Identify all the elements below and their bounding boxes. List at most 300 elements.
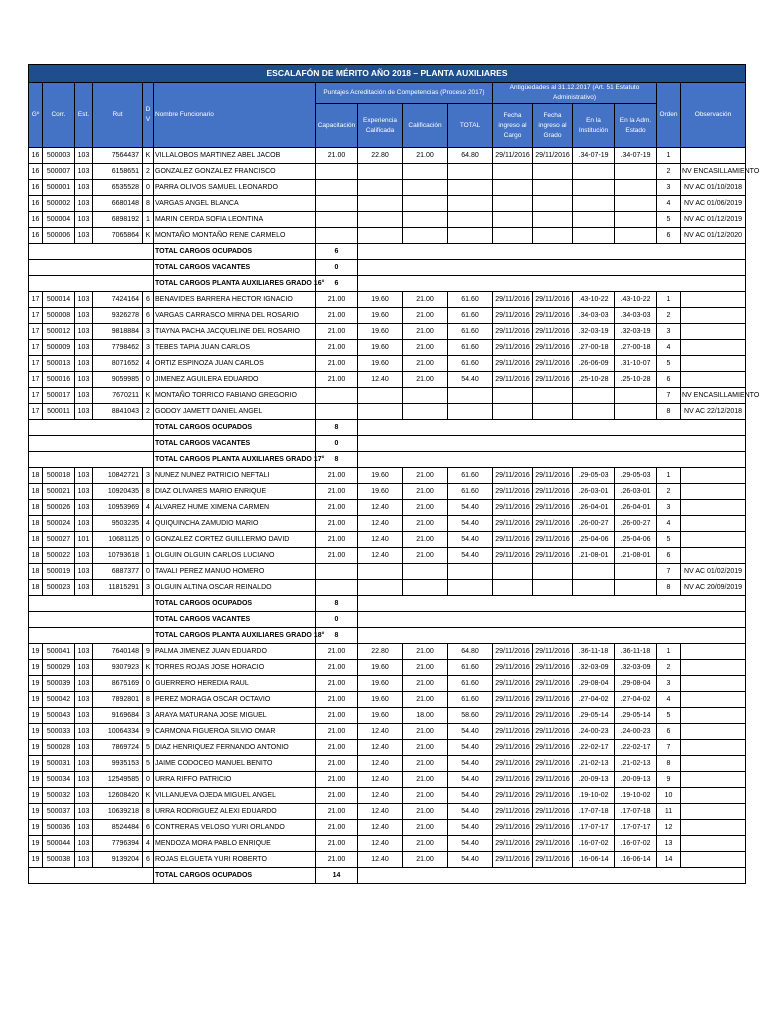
header-fecha-grado: Fecha ingreso al Grado [533, 104, 573, 148]
dv-cell: 3 [143, 708, 154, 724]
est-cell: 103 [75, 852, 93, 868]
corr-cell: 500042 [43, 692, 75, 708]
calificacion-cell: 21.00 [403, 692, 448, 708]
est-cell: 103 [75, 692, 93, 708]
est-cell: 103 [75, 340, 93, 356]
nombre-cell: DIAZ HENRIQUEZ FERNANDO ANTONIO [154, 740, 316, 756]
nombre-cell: MENDOZA MORA PABLO ENRIQUE [154, 836, 316, 852]
calificacion-cell: 21.00 [403, 148, 448, 164]
observacion-cell: NV ENCASILLAMIENTO [681, 164, 746, 180]
experiencia-cell: 12.40 [358, 500, 403, 516]
fecha-cargo-cell: 29/11/2016 [493, 644, 533, 660]
dv-cell: 6 [143, 820, 154, 836]
experiencia-cell: 12.40 [358, 532, 403, 548]
observacion-cell [681, 708, 746, 724]
table-row [29, 836, 746, 852]
est-cell: 103 [75, 484, 93, 500]
summary-label: TOTAL CARGOS OCUPADOS [154, 244, 316, 260]
adm-estado-cell [615, 228, 657, 244]
summary-value: 8 [316, 420, 358, 436]
est-cell: 103 [75, 180, 93, 196]
experiencia-cell: 12.40 [358, 516, 403, 532]
grado-cell: 16 [29, 212, 43, 228]
grado-cell: 19 [29, 676, 43, 692]
nombre-cell: DIAZ OLIVARES MARIO ENRIQUE [154, 484, 316, 500]
fecha-grado-cell [533, 164, 573, 180]
adm-estado-cell: .16-07-02 [615, 836, 657, 852]
header-rut: Rut [93, 83, 143, 148]
adm-estado-cell [615, 388, 657, 404]
capacitacion-cell: 21.00 [316, 756, 358, 772]
fecha-grado-cell [533, 180, 573, 196]
corr-cell: 500016 [43, 372, 75, 388]
observacion-cell [681, 516, 746, 532]
est-cell: 103 [75, 212, 93, 228]
adm-estado-cell [615, 580, 657, 596]
corr-cell: 500014 [43, 292, 75, 308]
calificacion-cell [403, 388, 448, 404]
total-cell: 64.80 [448, 148, 493, 164]
institucion-cell: .34-03-03 [573, 308, 615, 324]
dv-cell: 6 [143, 308, 154, 324]
corr-cell: 500041 [43, 644, 75, 660]
dv-cell: 5 [143, 756, 154, 772]
total-cell: 54.40 [448, 788, 493, 804]
fecha-cargo-cell: 29/11/2016 [493, 772, 533, 788]
calificacion-cell: 21.00 [403, 548, 448, 564]
rut-cell: 7424164 [93, 292, 143, 308]
fecha-grado-cell: 29/11/2016 [533, 676, 573, 692]
summary-row [29, 596, 746, 612]
observacion-cell [681, 836, 746, 852]
nombre-cell: ROJAS ELGUETA YURI ROBERTO [154, 852, 316, 868]
adm-estado-cell: .29-08-04 [615, 676, 657, 692]
nombre-cell: OLGUIN ALTINA OSCAR REINALDO [154, 580, 316, 596]
capacitacion-cell: 21.00 [316, 308, 358, 324]
corr-cell: 500022 [43, 548, 75, 564]
institucion-cell: .29-05-03 [573, 468, 615, 484]
nombre-cell: MONTAÑO MONTAÑO RENE CARMELO [154, 228, 316, 244]
corr-cell: 500033 [43, 724, 75, 740]
summary-row [29, 260, 746, 276]
institucion-cell [573, 564, 615, 580]
summary-fill [358, 612, 746, 628]
est-cell: 103 [75, 500, 93, 516]
orden-cell: 2 [657, 660, 681, 676]
experiencia-cell: 12.40 [358, 724, 403, 740]
corr-cell: 500021 [43, 484, 75, 500]
fecha-grado-cell: 29/11/2016 [533, 324, 573, 340]
institucion-cell: .26-00-27 [573, 516, 615, 532]
calificacion-cell: 21.00 [403, 804, 448, 820]
summary-row [29, 276, 746, 292]
rut-cell: 10842721 [93, 468, 143, 484]
orden-cell: 4 [657, 340, 681, 356]
orden-cell: 6 [657, 228, 681, 244]
calificacion-cell: 21.00 [403, 516, 448, 532]
total-cell: 54.40 [448, 724, 493, 740]
calificacion-cell: 21.00 [403, 820, 448, 836]
corr-cell: 500008 [43, 308, 75, 324]
orden-cell: 1 [657, 148, 681, 164]
experiencia-cell [358, 404, 403, 420]
summary-row [29, 420, 746, 436]
institucion-cell [573, 164, 615, 180]
summary-spacer [29, 452, 154, 468]
rut-cell: 7892801 [93, 692, 143, 708]
dv-cell: 0 [143, 676, 154, 692]
experiencia-cell: 19.60 [358, 340, 403, 356]
table-row [29, 356, 746, 372]
grado-cell: 17 [29, 388, 43, 404]
observacion-cell [681, 788, 746, 804]
corr-cell: 500018 [43, 468, 75, 484]
adm-estado-cell: .17-07-18 [615, 804, 657, 820]
adm-estado-cell: .17-07-17 [615, 820, 657, 836]
summary-spacer [29, 436, 154, 452]
rut-cell: 6887377 [93, 564, 143, 580]
total-cell [448, 228, 493, 244]
institucion-cell: .20-09-13 [573, 772, 615, 788]
grado-cell: 16 [29, 228, 43, 244]
table-row [29, 548, 746, 564]
calificacion-cell: 21.00 [403, 836, 448, 852]
observacion-cell [681, 292, 746, 308]
summary-label: TOTAL CARGOS PLANTA AUXILIARES GRADO 16° [154, 276, 316, 292]
fecha-cargo-cell: 29/11/2016 [493, 660, 533, 676]
summary-row [29, 868, 746, 884]
capacitacion-cell: 21.00 [316, 788, 358, 804]
fecha-grado-cell [533, 228, 573, 244]
table-row [29, 644, 746, 660]
grado-cell: 19 [29, 708, 43, 724]
total-cell: 54.40 [448, 836, 493, 852]
nombre-cell: MARIN CERDA SOFIA LEONTINA [154, 212, 316, 228]
est-cell: 103 [75, 324, 93, 340]
summary-fill [358, 436, 746, 452]
rut-cell: 6898192 [93, 212, 143, 228]
total-cell: 54.40 [448, 548, 493, 564]
fecha-grado-cell: 29/11/2016 [533, 644, 573, 660]
corr-cell: 500024 [43, 516, 75, 532]
adm-estado-cell [615, 564, 657, 580]
experiencia-cell: 12.40 [358, 756, 403, 772]
total-cell: 54.40 [448, 804, 493, 820]
experiencia-cell [358, 388, 403, 404]
calificacion-cell: 21.00 [403, 484, 448, 500]
institucion-cell: .16-07-02 [573, 836, 615, 852]
fecha-cargo-cell: 29/11/2016 [493, 724, 533, 740]
orden-cell: 7 [657, 388, 681, 404]
header-capacitacion: Capacitación [316, 104, 358, 148]
experiencia-cell: 12.40 [358, 804, 403, 820]
rut-cell: 8071652 [93, 356, 143, 372]
experiencia-cell: 19.60 [358, 692, 403, 708]
table-body [29, 148, 760, 884]
institucion-cell: .26-06-09 [573, 356, 615, 372]
experiencia-cell: 19.60 [358, 356, 403, 372]
dv-cell: 2 [143, 404, 154, 420]
nombre-cell: VARGAS CARRASCO MIRNA DEL ROSARIO [154, 308, 316, 324]
grado-cell: 17 [29, 324, 43, 340]
adm-estado-cell [615, 212, 657, 228]
rut-cell: 12549585 [93, 772, 143, 788]
experiencia-cell: 12.40 [358, 820, 403, 836]
total-cell: 61.60 [448, 692, 493, 708]
fecha-grado-cell: 29/11/2016 [533, 356, 573, 372]
institucion-cell: .32-03-19 [573, 324, 615, 340]
grado-cell: 18 [29, 564, 43, 580]
institucion-cell [573, 228, 615, 244]
rut-cell: 8524484 [93, 820, 143, 836]
observacion-cell: NV AC 01/12/2019 [681, 212, 746, 228]
observacion-cell [681, 356, 746, 372]
table-row [29, 852, 746, 868]
calificacion-cell [403, 404, 448, 420]
institucion-cell [573, 180, 615, 196]
fecha-grado-cell: 29/11/2016 [533, 308, 573, 324]
nombre-cell: JAIME CODOCEO MANUEL BENITO [154, 756, 316, 772]
grado-cell: 17 [29, 340, 43, 356]
orden-cell: 10 [657, 788, 681, 804]
experiencia-cell: 12.40 [358, 740, 403, 756]
institucion-cell: .24-00-23 [573, 724, 615, 740]
table-row [29, 804, 746, 820]
dv-cell: K [143, 148, 154, 164]
calificacion-cell: 21.00 [403, 292, 448, 308]
table-row [29, 148, 746, 164]
experiencia-cell [358, 228, 403, 244]
calificacion-cell: 21.00 [403, 356, 448, 372]
header-fecha-cargo: Fecha ingreso al Cargo [493, 104, 533, 148]
orden-cell: 2 [657, 164, 681, 180]
fecha-grado-cell [533, 388, 573, 404]
orden-cell: 5 [657, 356, 681, 372]
capacitacion-cell: 21.00 [316, 292, 358, 308]
table-row [29, 532, 746, 548]
nombre-cell: TIAYNA PACHA JACQUELINE DEL ROSARIO [154, 324, 316, 340]
orden-cell: 7 [657, 740, 681, 756]
total-cell [448, 580, 493, 596]
dv-cell: K [143, 788, 154, 804]
total-cell [448, 212, 493, 228]
total-cell: 54.40 [448, 756, 493, 772]
dv-cell: 0 [143, 180, 154, 196]
rut-cell: 10953969 [93, 500, 143, 516]
corr-cell: 500006 [43, 228, 75, 244]
total-cell: 61.60 [448, 484, 493, 500]
rut-cell: 9307923 [93, 660, 143, 676]
experiencia-cell: 12.40 [358, 852, 403, 868]
fecha-grado-cell: 29/11/2016 [533, 820, 573, 836]
fecha-cargo-cell: 29/11/2016 [493, 340, 533, 356]
grado-cell: 19 [29, 772, 43, 788]
adm-estado-cell: .21-08-01 [615, 548, 657, 564]
calificacion-cell: 21.00 [403, 308, 448, 324]
rut-cell: 9935153 [93, 756, 143, 772]
nombre-cell: TORRES ROJAS JOSE HORACIO [154, 660, 316, 676]
adm-estado-cell: .34-07-19 [615, 148, 657, 164]
table-row [29, 212, 746, 228]
capacitacion-cell: 21.00 [316, 500, 358, 516]
capacitacion-cell: 21.00 [316, 836, 358, 852]
capacitacion-cell: 21.00 [316, 148, 358, 164]
nombre-cell: GODOY JAMETT DANIEL ANGEL [154, 404, 316, 420]
experiencia-cell [358, 196, 403, 212]
header-corr: Corr. [43, 83, 75, 148]
summary-value: 0 [316, 436, 358, 452]
fecha-grado-cell: 29/11/2016 [533, 724, 573, 740]
summary-label: TOTAL CARGOS VACANTES [154, 436, 316, 452]
observacion-cell [681, 676, 746, 692]
orden-cell: 5 [657, 532, 681, 548]
summary-fill [358, 244, 746, 260]
observacion-cell [681, 324, 746, 340]
calificacion-cell: 21.00 [403, 724, 448, 740]
experiencia-cell: 19.60 [358, 292, 403, 308]
observacion-cell [681, 340, 746, 356]
dv-cell: 5 [143, 740, 154, 756]
summary-label: TOTAL CARGOS PLANTA AUXILIARES GRADO 18° [154, 628, 316, 644]
experiencia-cell: 22.80 [358, 148, 403, 164]
experiencia-cell: 12.40 [358, 772, 403, 788]
calificacion-cell: 21.00 [403, 772, 448, 788]
est-cell: 103 [75, 308, 93, 324]
header-adm-estado: En la Adm. Estado [615, 104, 657, 148]
est-cell: 103 [75, 404, 93, 420]
orden-cell: 5 [657, 708, 681, 724]
nombre-cell: VARGAS ANGEL BLANCA [154, 196, 316, 212]
adm-estado-cell: .26-03-01 [615, 484, 657, 500]
fecha-grado-cell: 29/11/2016 [533, 852, 573, 868]
capacitacion-cell: 21.00 [316, 324, 358, 340]
table-row [29, 676, 746, 692]
calificacion-cell: 21.00 [403, 740, 448, 756]
orden-cell: 4 [657, 692, 681, 708]
dv-cell: 8 [143, 692, 154, 708]
fecha-cargo-cell [493, 180, 533, 196]
fecha-cargo-cell: 29/11/2016 [493, 484, 533, 500]
orden-cell: 6 [657, 724, 681, 740]
summary-value: 8 [316, 628, 358, 644]
institucion-cell: .21-08-01 [573, 548, 615, 564]
rut-cell: 7640148 [93, 644, 143, 660]
rut-cell: 12608420 [93, 788, 143, 804]
capacitacion-cell: 21.00 [316, 676, 358, 692]
observacion-cell [681, 308, 746, 324]
total-cell: 54.40 [448, 532, 493, 548]
fecha-grado-cell: 29/11/2016 [533, 372, 573, 388]
fecha-cargo-cell: 29/11/2016 [493, 852, 533, 868]
fecha-cargo-cell [493, 564, 533, 580]
observacion-cell: NV ENCASILLAMIENTO [681, 388, 746, 404]
observacion-cell [681, 852, 746, 868]
calificacion-cell: 21.00 [403, 532, 448, 548]
dv-cell: 1 [143, 548, 154, 564]
nombre-cell: PALMA JIMENEZ JUAN EDUARDO [154, 644, 316, 660]
fecha-grado-cell: 29/11/2016 [533, 468, 573, 484]
observacion-cell: NV AC 01/02/2019 [681, 564, 746, 580]
grado-cell: 16 [29, 148, 43, 164]
summary-value: 14 [316, 868, 358, 884]
institucion-cell: .29-05-14 [573, 708, 615, 724]
est-cell: 103 [75, 804, 93, 820]
header-total: TOTAL [448, 104, 493, 148]
institucion-cell: .26-04-01 [573, 500, 615, 516]
total-cell: 54.40 [448, 740, 493, 756]
dv-cell: 8 [143, 484, 154, 500]
est-cell: 103 [75, 356, 93, 372]
dv-cell: 3 [143, 324, 154, 340]
institucion-cell: .27-00-18 [573, 340, 615, 356]
table-row [29, 788, 746, 804]
fecha-grado-cell: 29/11/2016 [533, 756, 573, 772]
rut-cell: 10793618 [93, 548, 143, 564]
summary-spacer [29, 596, 154, 612]
experiencia-cell: 19.60 [358, 324, 403, 340]
dv-cell: 0 [143, 532, 154, 548]
est-cell: 103 [75, 772, 93, 788]
calificacion-cell [403, 580, 448, 596]
table-row [29, 516, 746, 532]
capacitacion-cell [316, 564, 358, 580]
fecha-grado-cell: 29/11/2016 [533, 340, 573, 356]
table-row [29, 500, 746, 516]
header-institucion: En la Institución [573, 104, 615, 148]
grado-cell: 17 [29, 404, 43, 420]
est-cell: 103 [75, 516, 93, 532]
fecha-grado-cell: 29/11/2016 [533, 772, 573, 788]
observacion-cell [681, 724, 746, 740]
grado-cell: 17 [29, 308, 43, 324]
fecha-cargo-cell: 29/11/2016 [493, 788, 533, 804]
est-cell: 103 [75, 468, 93, 484]
observacion-cell: NV AC 20/09/2019 [681, 580, 746, 596]
experiencia-cell [358, 564, 403, 580]
fecha-grado-cell: 29/11/2016 [533, 660, 573, 676]
summary-value: 8 [316, 452, 358, 468]
summary-row [29, 452, 746, 468]
table-row [29, 292, 746, 308]
fecha-cargo-cell: 29/11/2016 [493, 532, 533, 548]
grado-cell: 18 [29, 468, 43, 484]
fecha-cargo-cell: 29/11/2016 [493, 740, 533, 756]
experiencia-cell [358, 580, 403, 596]
capacitacion-cell: 21.00 [316, 804, 358, 820]
dv-cell: K [143, 228, 154, 244]
total-cell: 61.60 [448, 660, 493, 676]
nombre-cell: JIMENEZ AGUILERA EDUARDO [154, 372, 316, 388]
experiencia-cell [358, 164, 403, 180]
total-cell: 54.40 [448, 772, 493, 788]
dv-cell: 4 [143, 516, 154, 532]
nombre-cell: TAVALI PEREZ MANUO HOMERO [154, 564, 316, 580]
est-cell: 103 [75, 228, 93, 244]
est-cell: 103 [75, 580, 93, 596]
summary-row [29, 244, 746, 260]
header-antiguedades: Antigüedades al 31.12.2017 (Art. 51 Estatuto Administrativo) [493, 83, 657, 104]
dv-cell: 0 [143, 564, 154, 580]
summary-label: TOTAL CARGOS OCUPADOS [154, 868, 316, 884]
experiencia-cell: 19.60 [358, 660, 403, 676]
total-cell: 54.40 [448, 852, 493, 868]
orden-cell: 8 [657, 756, 681, 772]
rut-cell: 7796394 [93, 836, 143, 852]
orden-cell: 11 [657, 804, 681, 820]
fecha-cargo-cell: 29/11/2016 [493, 372, 533, 388]
experiencia-cell: 12.40 [358, 836, 403, 852]
grado-cell: 18 [29, 532, 43, 548]
